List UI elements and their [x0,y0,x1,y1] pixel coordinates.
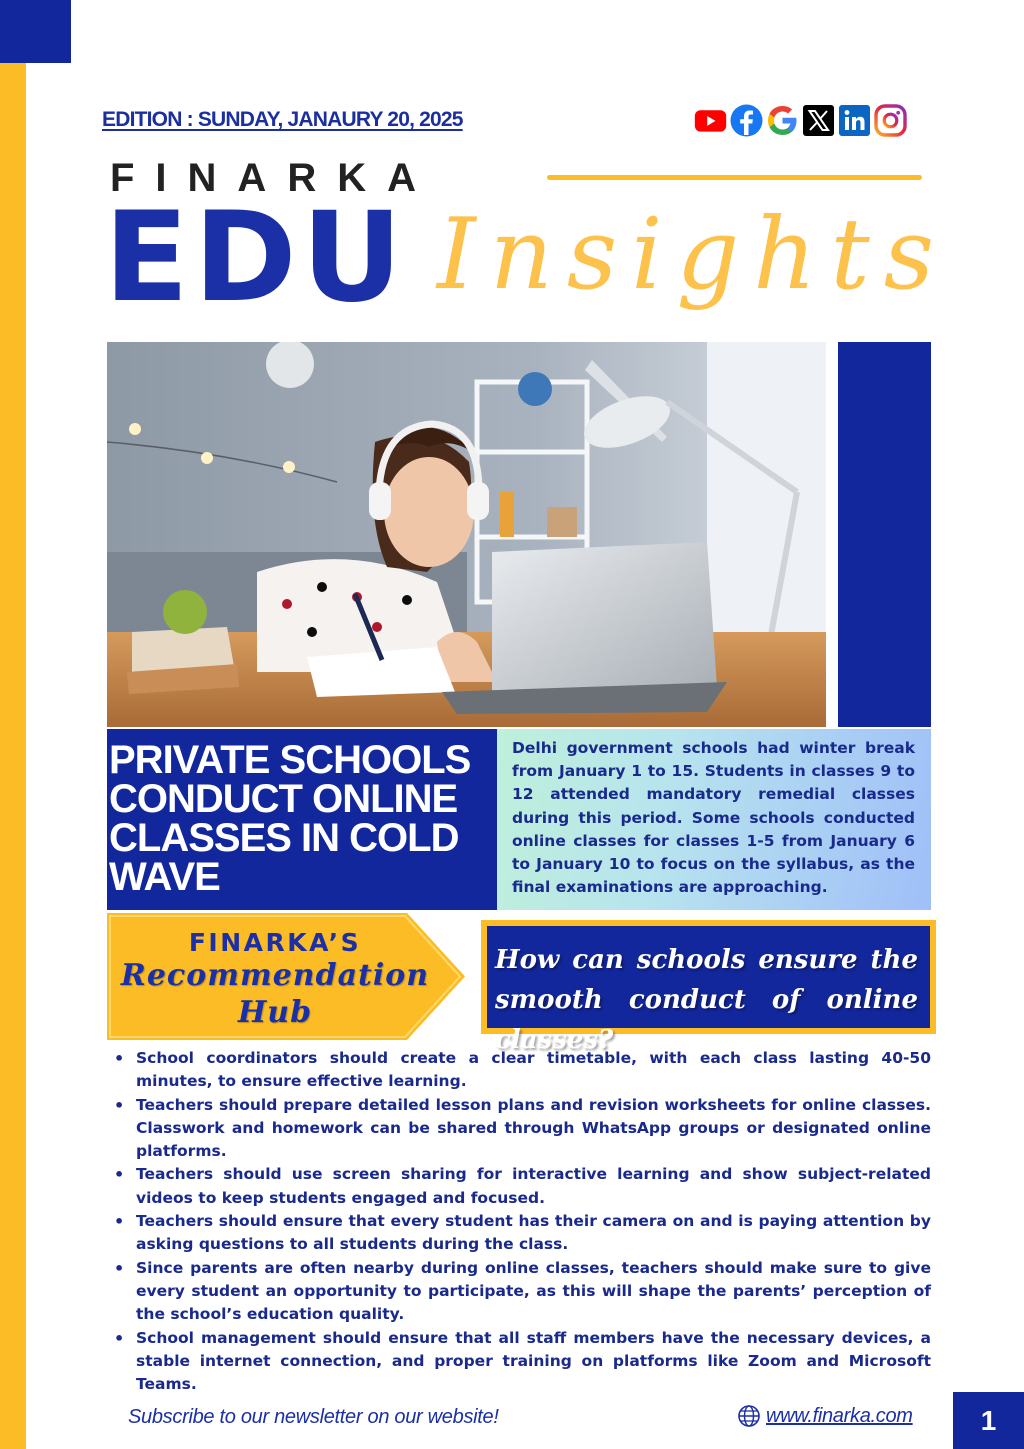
brand-name: FINARKA [110,156,437,200]
masthead-edu: EDU [104,186,408,330]
google-icon[interactable] [766,104,799,137]
hero-photo [107,342,826,727]
masthead-insights: Insights [437,198,948,312]
x-icon[interactable] [802,104,835,137]
page-number: 1 [980,1404,997,1436]
globe-icon [737,1404,761,1428]
article-summary: Delhi government schools had winter break from January 1 to 15. Students in classes 9 to 12 attended mandatory remedial classes during this period. Some schools conducted online classes for classes 1-5 from January 6 to January 10 to focus on the syllabus, as the final examinations are approaching. [512,739,915,897]
linkedin-icon[interactable] [838,104,871,137]
social-links [694,104,907,137]
list-item: • Teachers should ensure that every student has their camera on and is paying attention by asking questions to all students during the class. [110,1210,931,1257]
youtube-icon[interactable] [694,104,727,137]
corner-block [0,0,71,63]
list-item: • School coordinators should create a clear timetable, with each class lasting 40-50 minutes, to ensure effective learning. [110,1047,931,1094]
list-item: • Teachers should prepare detailed lesson plans and revision worksheets for online classes. Classwork and homework can be shared through WhatsApp groups or designated online platforms. [110,1094,931,1164]
recommendation-list [110,1047,931,1396]
list-item: • Teachers should use screen sharing for interactive learning and show subject-related videos to keep students engaged and focused. [110,1163,931,1210]
photo-side-bar [838,342,931,727]
facebook-icon[interactable] [730,104,763,137]
recommendation-hub-badge [107,913,467,1040]
brand-divider [547,175,922,180]
left-accent-bar [0,0,26,1449]
article-headline: PRIVATE SCHOOLS CONDUCT ONLINE CLASSES IN COLD WAVE [109,738,471,899]
website-url: www.finarka.com [766,1404,913,1427]
instagram-icon[interactable] [874,104,907,137]
summary-box [497,729,931,910]
question-text: How can schools ensure the smooth conduct of online classes? [495,945,918,1055]
headline-box [107,729,497,910]
recommendation-line1: Recommendation [120,958,430,993]
website-link[interactable] [737,1404,913,1428]
subscribe-text: Subscribe to our newsletter on our website! [128,1406,499,1428]
recommendation-brand: FINARKA’S [188,928,362,957]
recommendation-line2: Hub [237,995,313,1030]
edition-date: EDITION : SUNDAY, JANAURY 20, 2025 [102,108,463,131]
page-number-box [953,1392,1024,1449]
list-item: • Since parents are often nearby during online classes, teachers should make sure to give every student an opportunity to participate, as this will shape the parents’ perception of the school’s education quality. [110,1257,931,1327]
question-box [481,920,936,1055]
list-item: • School management should ensure that all staff members have the necessary devices, a stable internet connection, and proper training on platforms like Zoom and Microsoft Teams. [110,1327,931,1397]
